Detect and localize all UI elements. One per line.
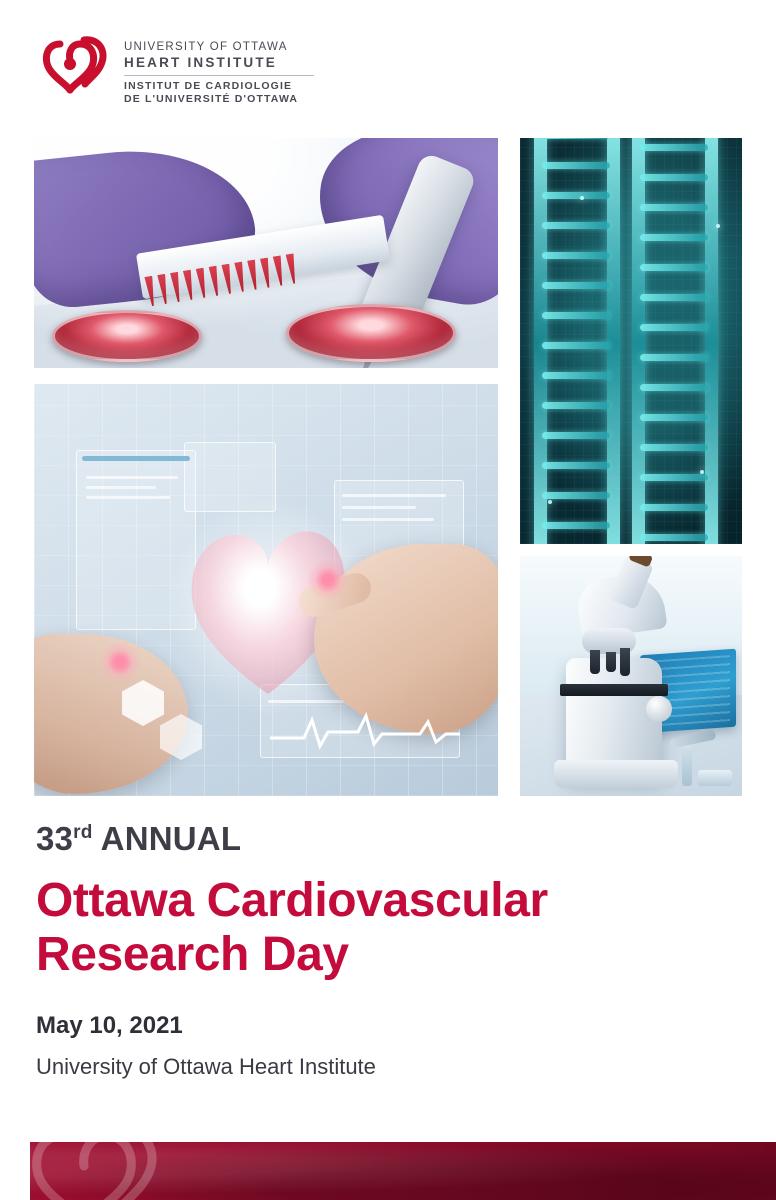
title-block — [36, 820, 736, 1080]
edition-word: ANNUAL — [92, 820, 242, 857]
institution-logo — [40, 34, 314, 106]
holographic-heart-interface-photo — [34, 384, 498, 796]
touch-glow — [100, 642, 140, 682]
footer-band — [0, 1142, 776, 1200]
page-title-line-2: Research Day — [36, 928, 349, 981]
dna-strand-right — [632, 138, 718, 544]
logo-line-institut: INSTITUT DE CARDIOLOGIE — [124, 80, 293, 92]
edition-number: 33 — [36, 820, 74, 857]
microscope-objective — [606, 652, 616, 672]
image-collage — [34, 138, 742, 796]
dna-double-helix-photo — [520, 138, 742, 544]
microscope-laboratory-photo — [520, 556, 742, 796]
logo-divider — [124, 75, 314, 76]
page-title — [36, 874, 736, 982]
focus-knob — [646, 696, 672, 722]
petri-dish-right — [286, 304, 456, 362]
touch-glow — [308, 560, 348, 600]
edition-eyebrow — [36, 820, 736, 858]
event-date: May 10, 2021 — [36, 1012, 183, 1039]
lab-pipetting-petri-dishes-photo — [34, 138, 498, 368]
lab-tube — [698, 770, 732, 786]
event-venue: University of Ottawa Heart Institute — [36, 1054, 376, 1079]
microscope-stage — [560, 684, 668, 696]
lab-pipette-small — [669, 729, 716, 748]
double-heart-icon — [40, 34, 110, 96]
logo-line-universite: DE L'UNIVERSITÉ D'OTTAWA — [124, 93, 299, 105]
ecg-waveform — [270, 710, 460, 750]
microscope-objective — [590, 650, 600, 674]
heart-outline-watermark-icon — [22, 1142, 172, 1200]
microscope-objective — [620, 648, 630, 676]
microscope-base — [554, 760, 678, 788]
page-title-line-1: Ottawa Cardiovascular — [36, 874, 548, 927]
logo-line-university: UNIVERSITY OF OTTAWA — [124, 41, 288, 53]
logo-wordmark — [124, 34, 314, 106]
dna-strand-left — [534, 138, 620, 544]
logo-line-institute: HEART INSTITUTE — [124, 55, 277, 70]
edition-ordinal: rd — [73, 822, 93, 843]
footer-left-white-strip — [0, 1142, 30, 1200]
petri-dish-left — [52, 310, 202, 362]
